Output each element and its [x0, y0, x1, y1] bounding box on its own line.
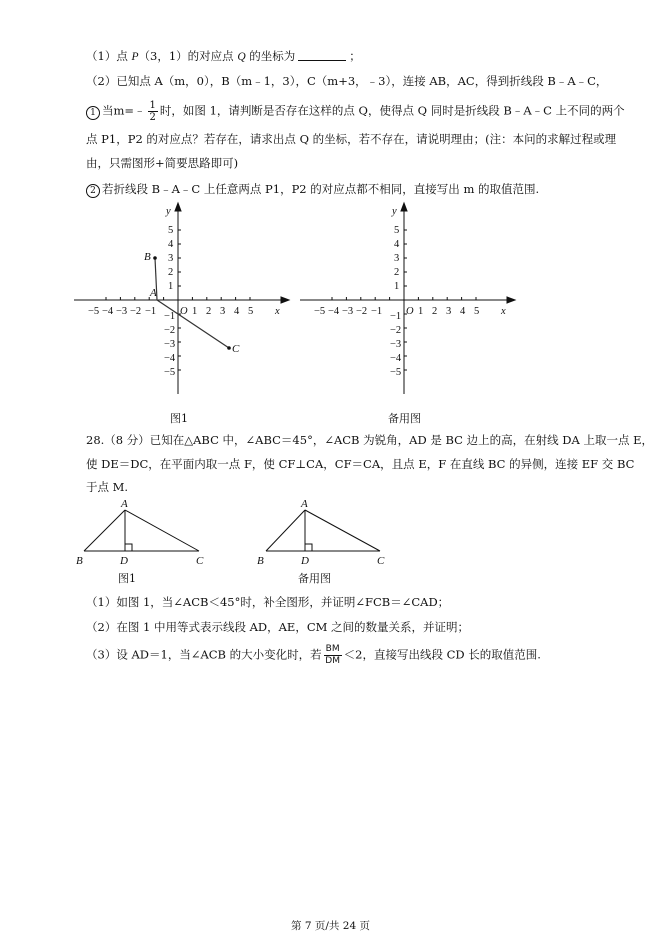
segment-ab	[266, 510, 305, 551]
origin-label: O	[406, 306, 414, 317]
x-tick-label: 3	[446, 306, 452, 317]
label-c: C	[377, 555, 385, 567]
q28-stem-line1: 28.（8 分）已知在△ABC 中，∠ABC＝45°，∠ACB 为锐角，AD 是 BC 边上的高，在射线 DA 上取一点 E，	[86, 433, 654, 447]
right-angle-mark	[125, 544, 132, 551]
x-tick-label: −2	[130, 306, 142, 317]
label-b: B	[76, 555, 83, 567]
fig2-caption: 备用图	[298, 572, 331, 585]
x-tick-label: −3	[116, 306, 128, 317]
triangle-figure-2	[252, 496, 402, 568]
circled-number-2: 2	[86, 184, 100, 198]
y-tick-label: −5	[390, 367, 402, 378]
triangle-figure-1	[72, 496, 222, 568]
x-tick-label: 5	[248, 306, 254, 317]
fig1-caption: 图1	[118, 572, 136, 585]
y-tick-label: 3	[168, 253, 174, 264]
y-tick-label: −5	[164, 367, 176, 378]
label-b: B	[144, 251, 151, 263]
y-tick-label: 2	[394, 267, 400, 278]
q27-sub1-line3: 由，只需图形+简要思路即可)	[86, 156, 239, 170]
y-tick-label: 4	[394, 239, 400, 250]
y-tick-label: 5	[394, 225, 400, 236]
y-axis-label: y	[392, 206, 397, 217]
x-axis-arrow	[281, 297, 289, 303]
fraction-bm-dm: $\frac{BM}{DM}$	[325, 644, 340, 666]
y-axis-arrow	[401, 203, 407, 211]
x-tick-label: −5	[88, 306, 100, 317]
y-tick-label: 3	[394, 253, 400, 264]
x-tick-label: −4	[328, 306, 340, 317]
x-tick-label: −5	[314, 306, 326, 317]
label-d: D	[120, 555, 128, 567]
label-b: B	[257, 555, 264, 567]
q28-sub2: （2）在图 1 中用等式表示线段 AD，AE，CM 之间的数量关系，并证明；	[86, 620, 470, 634]
x-tick-label: 4	[460, 306, 466, 317]
right-angle-mark	[305, 544, 312, 551]
label-a: A	[301, 498, 308, 510]
y-tick-label: −1	[164, 311, 176, 322]
y-tick-label: −3	[164, 339, 176, 350]
graph-figure-1	[70, 198, 295, 398]
x-tick-label: 1	[192, 306, 198, 317]
x-axis-arrow	[507, 297, 515, 303]
label-a: A	[121, 498, 128, 510]
x-tick-label: 1	[418, 306, 424, 317]
segment-ac	[125, 510, 199, 551]
y-tick-label: 5	[168, 225, 174, 236]
q27-part2: （2）已知点 A（m，0），B（m﹣1，3），C（m+3，﹣3），连接 AB，AC，得到折线段 B﹣A﹣C，	[86, 74, 608, 88]
y-tick-label: −2	[390, 325, 402, 336]
y-tick-label: 1	[168, 281, 174, 292]
y-tick-label: 1	[394, 281, 400, 292]
y-tick-label: −1	[390, 311, 402, 322]
q27-sub1: 1 当m=﹣ $\frac{1}{2}$ 时，如图 1，请判断是否存在这样的点 Q，使得点 Q 同时是折线段 B﹣A﹣C 上不同的两个	[86, 100, 625, 123]
answer-blank[interactable]	[298, 49, 346, 61]
label-c: C	[232, 343, 240, 355]
segment-ab	[84, 510, 125, 551]
label-c: C	[196, 555, 204, 567]
segment-ac	[305, 510, 380, 551]
x-tick-label: −3	[342, 306, 354, 317]
q28-sub1: （1）如图 1，当∠ACB＜45°时，补全图形，并证明∠FCB＝∠CAD；	[86, 595, 450, 609]
q28-stem-line2: 使 DE＝DC，在平面内取一点 F，使 CF⊥CA，CF＝CA，且点 E，F 在直线 BC 的异侧，连接 EF 交 BC	[86, 457, 635, 471]
q27-sub2: 2 若折线段 B﹣A﹣C 上任意两点 P1，P2 的对应点都不相同，直接写出 m 的取值范围.	[86, 181, 539, 198]
y-tick-label: −4	[390, 353, 402, 364]
circled-number-1: 1	[86, 106, 100, 120]
x-tick-label: −1	[145, 306, 157, 317]
y-tick-label: −4	[164, 353, 176, 364]
x-tick-label: 3	[220, 306, 226, 317]
graph2-caption: 备用图	[388, 412, 421, 425]
y-tick-label: 2	[168, 267, 174, 278]
x-tick-label: −1	[371, 306, 383, 317]
label-d: D	[301, 555, 309, 567]
point-c	[227, 346, 231, 350]
x-tick-label: 5	[474, 306, 480, 317]
y-tick-label: −3	[390, 339, 402, 350]
x-tick-label: −4	[102, 306, 114, 317]
q28-stem-line3: 于点 M.	[86, 480, 129, 494]
point-b	[153, 256, 157, 260]
x-tick-label: 2	[432, 306, 438, 317]
y-tick-label: −2	[164, 325, 176, 336]
y-axis-label: y	[166, 206, 171, 217]
x-tick-label: 4	[234, 306, 240, 317]
y-tick-label: 4	[168, 239, 174, 250]
origin-label: O	[180, 306, 188, 317]
x-tick-label: −2	[356, 306, 368, 317]
y-axis-arrow	[175, 203, 181, 211]
graph1-caption: 图1	[170, 412, 188, 425]
x-axis-label: x	[275, 306, 280, 317]
q27-part1: （1）点 P（3，1）的对应点 Q 的坐标为 ；	[86, 49, 361, 63]
x-axis-label: x	[501, 306, 506, 317]
page-footer: 第 7 页/共 24 页	[291, 920, 370, 932]
fraction-half: $\frac{1}{2}$	[149, 100, 156, 123]
q27-sub1-line2: 点 P1，P2 的对应点？若存在，请求出点 Q 的坐标，若不存在，请说明理由；(注：本问的求解过程或理	[86, 132, 617, 146]
q28-sub3: （3）设 AD＝1，当∠ACB 的大小变化时，若 $\frac{BM}{DM}$ ＜2，直接写出线段 CD 长的取值范围.	[86, 644, 541, 666]
label-a: A	[150, 287, 157, 299]
x-tick-label: 2	[206, 306, 212, 317]
graph-figure-2	[296, 198, 521, 398]
